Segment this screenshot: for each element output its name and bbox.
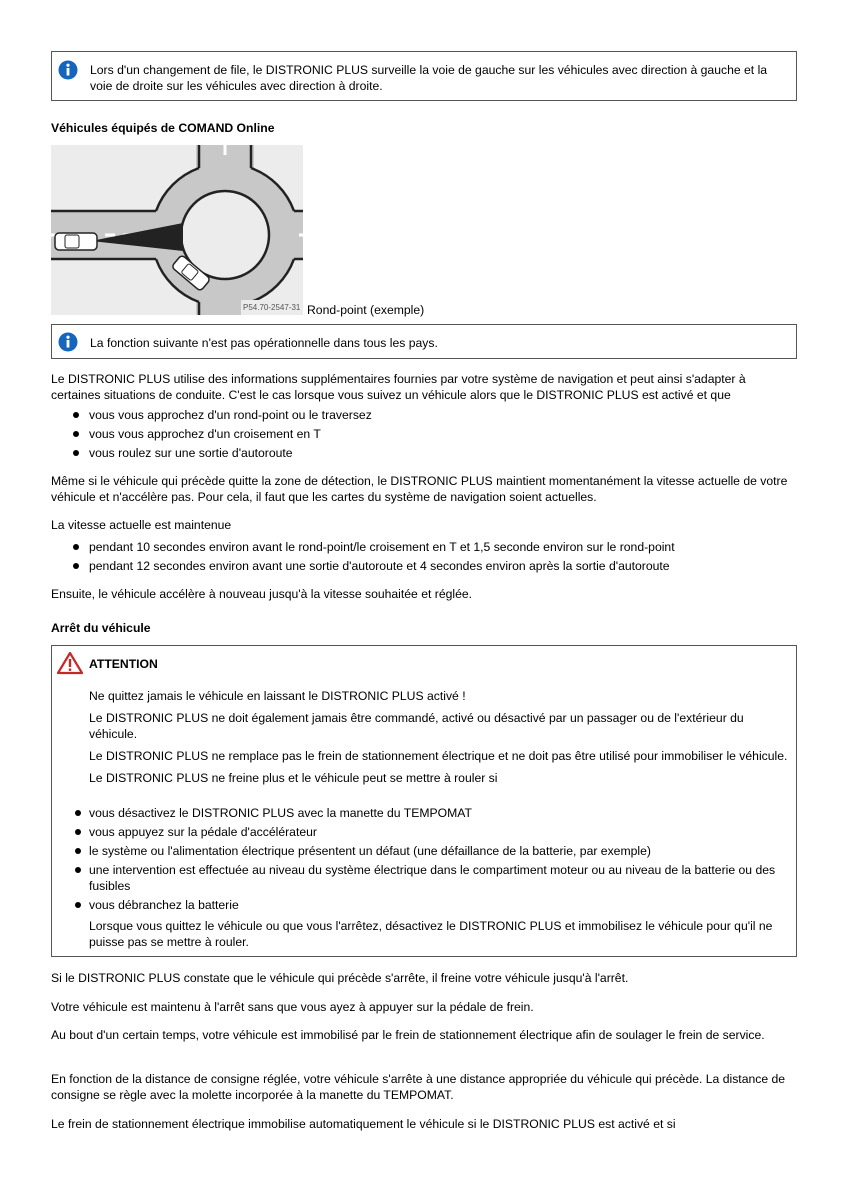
bullet-list (51, 539, 797, 577)
warning-title: ATTENTION (89, 657, 158, 671)
info-icon (58, 332, 78, 352)
list-item: vous désactivez le DISTRONIC PLUS avec la manette du TEMPOMAT (52, 805, 788, 821)
info-text: Lors d'un changement de file, le DISTRONIC PLUS surveille la voie de gauche sur les véhicules avec direction à gauche et la voie de droite sur les véhicules avec direction à droite. (90, 63, 768, 93)
paragraph: En fonction de la distance de consigne réglée, votre véhicule s'arrête à une distance appropriée du véhicule qui précède. La distance de consigne se règle avec la molette incorporée à la manette du TEMPOMAT. (51, 1072, 786, 1102)
paragraph: Même si le véhicule qui précède quitte la zone de détection, le DISTRONIC PLUS maintient momentanément la vitesse actuelle de votre véhicule et n'accélère pas. Pour cela, il faut que les cartes du système de navigation soient actuelles. (51, 474, 788, 504)
warning-text: Le DISTRONIC PLUS ne remplace pas le frein de stationnement électrique et ne doit pas être utilisé pour immobiliser le véhicule. (89, 749, 788, 763)
paragraph: Au bout d'un certain temps, votre véhicule est immobilisé par le frein de stationnement électrique afin de soulager le frein de service. (51, 1028, 765, 1042)
warning-bullet-list (52, 805, 788, 916)
list-item: vous vous approchez d'un rond-point ou le traversez (51, 407, 797, 423)
list-item: vous appuyez sur la pédale d'accélérateur (52, 824, 788, 840)
info-icon (58, 60, 78, 80)
warning-box (51, 645, 797, 957)
paragraph: Si le DISTRONIC PLUS constate que le véhicule qui précède s'arrête, il freine votre véhicule jusqu'à l'arrêt. (51, 971, 629, 985)
paragraph: Le DISTRONIC PLUS utilise des informations supplémentaires fournies par votre système de navigation et peut ainsi s'adapter à certaines situations de conduite. C'est le cas lorsque vous suivez un véhicule alors que le DISTRONIC PLUS est activé et que (51, 372, 746, 402)
info-text: La fonction suivante n'est pas opérationnelle dans tous les pays. (90, 336, 438, 350)
warning-text: Le DISTRONIC PLUS ne freine plus et le véhicule peut se mettre à rouler si (89, 771, 498, 785)
list-item: une intervention est effectuée au niveau du système électrique dans le compartiment moteur ou au niveau de la batterie ou des fusibles (52, 862, 788, 894)
info-box (51, 324, 797, 359)
paragraph: Ensuite, le véhicule accélère à nouveau jusqu'à la vitesse souhaitée et réglée. (51, 587, 473, 601)
section-heading: Arrêt du véhicule (51, 621, 151, 635)
list-item: le système ou l'alimentation électrique présentent un défaut (une défaillance de la batterie, par exemple) (52, 843, 788, 859)
list-item: vous vous approchez d'un croisement en T (51, 426, 797, 442)
list-item: pendant 10 secondes environ avant le rond-point/le croisement en T et 1,5 seconde environ sur le rond-point (51, 539, 797, 555)
bullet-list (51, 407, 797, 464)
paragraph: La vitesse actuelle est maintenue (51, 518, 232, 532)
list-item: pendant 12 secondes environ avant une sortie d'autoroute et 4 secondes environ après la sortie d'autoroute (51, 558, 797, 574)
paragraph: Le frein de stationnement électrique immobilise automatiquement le véhicule si le DISTRONIC PLUS est activé et si (51, 1117, 676, 1131)
roundabout-illustration (51, 145, 303, 315)
warning-text: Le DISTRONIC PLUS ne doit également jamais être commandé, activé ou désactivé par un passager ou de l'extérieur du véhicule. (89, 711, 744, 741)
info-box (51, 51, 797, 101)
warning-triangle-icon (57, 651, 83, 675)
image-caption: Rond-point (exemple) (307, 303, 425, 317)
image-code: P54.70-2547-31 (243, 303, 301, 312)
list-item: vous débranchez la batterie (52, 897, 788, 913)
warning-text: Lorsque vous quittez le véhicule ou que vous l'arrêtez, désactivez le DISTRONIC PLUS et immobilisez le véhicule pour qu'il ne puisse pas se mettre à rouler. (89, 919, 773, 949)
list-item: vous roulez sur une sortie d'autoroute (51, 445, 797, 461)
paragraph: Votre véhicule est maintenu à l'arrêt sans que vous ayez à appuyer sur la pédale de frein. (51, 1000, 534, 1014)
section-heading: Véhicules équipés de COMAND Online (51, 121, 275, 135)
warning-text: Ne quittez jamais le véhicule en laissant le DISTRONIC PLUS activé ! (89, 689, 466, 703)
